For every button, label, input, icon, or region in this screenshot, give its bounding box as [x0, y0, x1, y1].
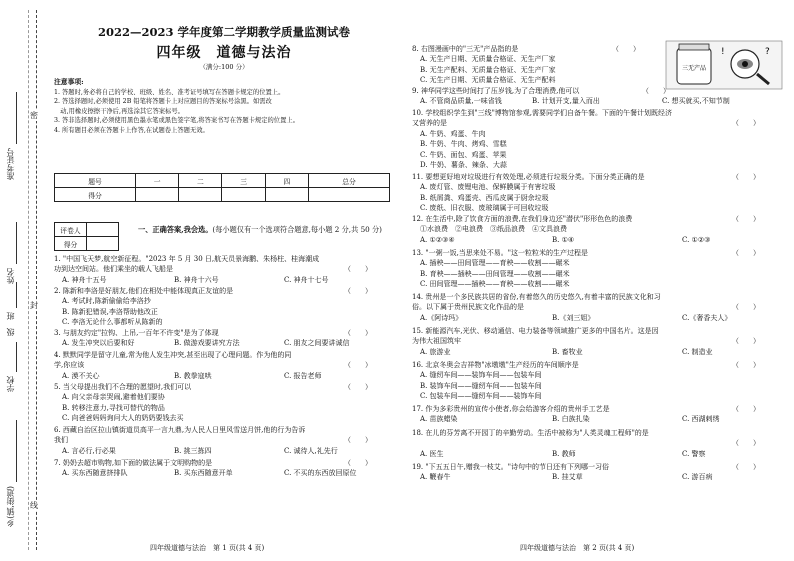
option-a: A. 鞭春牛	[420, 473, 451, 482]
question-9	[412, 86, 782, 107]
notice-line: 4. 所有题目必须在答题卡上作答,在试题卷上答题无效。	[54, 126, 209, 134]
answer-paren[interactable]: （ ）	[732, 303, 760, 312]
answer-paren[interactable]: （ ）	[344, 329, 372, 337]
option-a: A. 向父亲母亲哭闹,避着他们要协	[62, 393, 165, 402]
question-12	[412, 214, 782, 245]
option-a: A. 插秧——田间管理——育秧——收割——碾米	[420, 259, 570, 268]
seal-line-inner	[28, 10, 29, 550]
answer-paren[interactable]: （ ）	[732, 119, 760, 128]
answer-paren[interactable]: （ ）	[344, 459, 372, 467]
option-a: A. 言必行,行必果	[62, 446, 116, 455]
score-table-header-row	[55, 174, 390, 188]
option-b: B. 纸屑粪、鸡蛋壳、西瓜皮属于厨余垃圾	[420, 193, 549, 202]
score-cell[interactable]	[308, 188, 389, 202]
answer-paren[interactable]: （ ）	[612, 45, 640, 53]
answer-paren[interactable]: （ ）	[344, 383, 372, 391]
product-label: 三无产品	[681, 65, 707, 72]
option-a: A. 旅游业	[420, 347, 451, 356]
option-b: B. 陈新犯错误,李洛帮助他改正	[62, 307, 158, 316]
binding-label-name: 姓名	[6, 268, 15, 284]
question-3	[54, 328, 394, 349]
question-1	[54, 254, 394, 285]
option-a: A. 漠不关心	[62, 371, 100, 380]
option-c: C. 想买就买,不知节制	[662, 97, 730, 106]
option-a: A. 买东西随意挤排队	[62, 469, 128, 478]
question-text: 15. 新能源汽车,光伏、移动通信、电力装备等领域推广更多的中国名片。这是因	[412, 327, 659, 335]
section-1-title: 一、正确答案,我会选。	[138, 225, 213, 234]
page-2	[410, 0, 788, 561]
name-field[interactable]	[16, 222, 17, 264]
option-c: C. 牛奶、面包、鸡蛋、苹果	[420, 150, 507, 159]
option-a: A. 无生产日期、无质量合格证、无生产厂家	[420, 55, 556, 64]
notice-block	[54, 78, 394, 136]
option-c: C. 诚待人,礼先行	[284, 446, 338, 455]
score-header: 四	[265, 174, 308, 188]
binding-strip	[0, 0, 48, 561]
exclaim-mark: !	[721, 47, 725, 57]
option-c: C. 朋友之间要讲诚信	[284, 339, 350, 348]
question-text: 19. "下五五日午,赠我一枝艾。"诗句中的节日还有下列哪一习俗	[412, 463, 610, 471]
option-b: B. 挂艾草	[552, 473, 583, 482]
option-c: C. 不买的东西放回原位	[284, 469, 357, 478]
option-b: B. 白族扎染	[552, 415, 590, 424]
answer-paren[interactable]: （ ）	[344, 436, 372, 445]
score-cell[interactable]	[222, 188, 265, 202]
option-c: C. 制造业	[682, 347, 713, 356]
answer-paren[interactable]: （ ）	[732, 405, 760, 413]
option-a: A. ①②③④	[420, 235, 455, 244]
grader-box	[54, 222, 119, 251]
question-6	[54, 425, 394, 456]
question-text: 12. 在生活中,除了饮食方面的浪费,在我们身边还"潜伏"形形色色的浪费	[412, 215, 633, 223]
question-18	[412, 428, 782, 459]
option-a: A. 废灯管、废锂电池、保鲜膜属于有害垃圾	[420, 183, 556, 192]
option-a: A. 不管商品质量,一味省钱	[420, 97, 502, 106]
option-c: C. 无生产日期、无质量合格证、无生产配料	[420, 76, 556, 85]
question-text: 4. 默默同学是留守儿童,常为他人发生冲突,甚至出现了心理问题。作为他的同	[54, 351, 292, 359]
exam-title: 2022—2023 学年度第二学期教学质量监测试卷	[97, 25, 350, 39]
answer-paren[interactable]: （ ）	[642, 87, 670, 95]
option-b: B. 挑三拣四	[174, 446, 212, 455]
score-cell[interactable]	[179, 188, 222, 202]
grader-label: 评卷人	[55, 223, 87, 237]
answer-paren[interactable]: （ ）	[732, 463, 760, 471]
notice-line: 3. 答非选择题时,必须使用黑色墨水笔或黑色签字笔,将答案书写在答题卡规定的位置上。	[54, 117, 299, 125]
binding-label-grade: 级	[6, 328, 15, 336]
answer-paren[interactable]: （ ）	[344, 287, 372, 295]
option-b: B. 教拳寇哄	[174, 371, 212, 380]
answer-paren[interactable]: （ ）	[732, 215, 760, 223]
answer-paren[interactable]: （ ）	[732, 249, 760, 257]
score-header: 总分	[308, 174, 389, 188]
binding-label-class: 班	[6, 312, 15, 320]
answer-paren[interactable]: （ ）	[732, 361, 760, 369]
option-b: B. 转移注意力,寻找可替代的物品	[62, 403, 165, 412]
question-text: 1. "中国飞天梦,航空新征程。"2023 年 5 月 30 日,航天员景海鹏、朱杨柱、桂海潮成	[54, 255, 320, 263]
answer-paren[interactable]: （ ）	[732, 173, 760, 181]
question-4	[54, 350, 394, 381]
option-a: A. 医生	[420, 449, 444, 458]
question-text: 3. 与朋友约定"拉钩、上吊,一百年不许变"是为了体现	[54, 329, 219, 337]
question-text: ①水浪费 ②电浪费 ③纸品浪费 ④文具浪费	[420, 225, 567, 234]
option-c: C. 李洛无论什么事都听从陈新的	[62, 318, 163, 327]
question-19	[412, 462, 782, 483]
notice-heading: 注意事项:	[54, 78, 84, 86]
binding-label-school: 学校	[6, 376, 15, 392]
option-c: C. 游百病	[682, 473, 713, 482]
answer-paren[interactable]: （ ）	[344, 361, 372, 370]
score-header: 一	[135, 174, 178, 188]
question-text: 我们	[54, 436, 68, 445]
option-a: A. 牛奶、鸡蛋、牛肉	[420, 129, 486, 138]
question-5	[54, 382, 394, 424]
binding-label-exam-no: 准考证号	[6, 148, 15, 180]
seal-mark-mi: 密	[30, 111, 38, 120]
question-text: 5. 当父母提出我们不合理的愿望时,我们可以	[54, 383, 192, 391]
option-c: C. 西湖刺绣	[682, 415, 720, 424]
question-text: 10. 学校组织学生到"三线"博物馆参观,需要同学们自备午餐。下面的午餐计划既经济	[412, 109, 673, 117]
question-text: 学,你应该	[54, 361, 85, 370]
question-text: 18. 在儿的芬芳离不开园丁的辛勤劳动。生活中被称为"人类灵魂工程师"的是	[412, 429, 649, 437]
question-text: 6. 西藏自治区拉山镇街道员高平一言九鼎,为人民人日里风雪送月饼,他的行为告诉	[54, 426, 306, 434]
score-table-row	[55, 188, 390, 202]
section-1-heading	[138, 224, 394, 236]
question-2	[54, 286, 394, 328]
option-a: A. 缝纫车间——装饰车间——包装车间	[420, 371, 542, 380]
three-no-product-cartoon	[665, 40, 783, 90]
option-b: B. 畜牧业	[552, 347, 583, 356]
score-header: 二	[179, 174, 222, 188]
option-c: C. 警察	[682, 449, 706, 458]
page-1	[50, 0, 398, 561]
exam-no-field[interactable]	[16, 92, 17, 144]
option-c: C. 田间管理——插秧——育秧——收割——碾米	[420, 280, 570, 289]
option-b: B. 装饰车间——缝纫车间——包装车间	[420, 381, 542, 390]
answer-paren[interactable]: （ ）	[732, 439, 760, 448]
option-b: B. 买东西随意开单	[174, 469, 233, 478]
page-2-footer: 四年级道德与法治 第 2 页(共 4 页)	[520, 544, 635, 552]
question-text: 17. 作为多彩贵州的宣传小使者,你会给游客介绍的贵州手工艺是	[412, 405, 610, 413]
score-row-label: 得分	[55, 188, 136, 202]
grader-cell[interactable]	[87, 237, 119, 251]
score-table	[54, 173, 390, 202]
binding-label-town: 乡(镇,街道)	[6, 486, 15, 527]
question-16	[412, 360, 782, 402]
option-b: B. 无生产配料、无质量合格证、无生产厂家	[420, 65, 556, 74]
score-header: 三	[222, 174, 265, 188]
question-text: 7. 奶奶去超市购物,如下面的做法属于文明购物的是	[54, 459, 213, 467]
question-text: 16. 北京冬奥会吉祥物"冰墩墩"生产经历的车间顺序是	[412, 361, 579, 369]
option-c: C. 报告老师	[284, 371, 322, 380]
option-c: C. 神舟十七号	[284, 275, 329, 284]
option-b: B. 计划开支,量入而出	[532, 97, 600, 106]
school-field[interactable]	[16, 342, 17, 372]
option-d: D. 牛奶、薯条、辣条、大蒜	[420, 161, 507, 170]
option-b: B. 神舟十六号	[174, 275, 219, 284]
question-text: 9. 神华同学这些时间打了压岁钱,为了合理消费,他可以	[412, 87, 580, 95]
score-cell[interactable]	[135, 188, 178, 202]
question-text: 11. 要想更好地对垃圾进行有效处理,必须进行垃圾分类。下面分类正确的是	[412, 173, 645, 181]
town-field[interactable]	[16, 420, 17, 482]
notice-line: 2. 答选择题时,必须使用 2B 铅笔将答题卡上对应题目的答案标号涂黑。如需改	[54, 98, 272, 106]
full-score-note: （满分:100 分）	[199, 63, 249, 71]
option-a: A. 苗族蜡染	[420, 415, 458, 424]
question-text: 13. "一粥一饭,当思来处不易。"这一粒粒米的生产过程是	[412, 249, 589, 257]
option-c: C. 废纸、旧衣服、废玻璃属于可回收垃圾	[420, 204, 549, 213]
option-a: A.《阿诗玛》	[420, 313, 463, 322]
question-13	[412, 248, 782, 290]
section-1-desc: (每小题仅有一个选项符合题意,每小题 2 分,共 50 分)	[212, 225, 382, 234]
question-mark: ?	[765, 47, 770, 57]
score-header: 题号	[55, 174, 136, 188]
option-b: B. 育秧——插秧——田间管理——收割——碾米	[420, 269, 570, 278]
option-c: C.《奢香夫人》	[682, 313, 732, 322]
exam-subtitle: 四年级 道德与法治	[156, 45, 292, 61]
option-b: B. 牛奶、牛肉、烤鸡、雪糕	[420, 140, 507, 149]
question-17	[412, 404, 782, 425]
question-text: 功到达空间站。他们乘坐的载人飞船是	[54, 265, 173, 274]
option-b: B. 教师	[552, 449, 576, 458]
question-text: 14. 贵州是一个多民族共居的省份,有着悠久的历史悠久,有着丰富的民族文化和习	[412, 293, 661, 301]
option-c: C. 包装车间——缝纫车间——装饰车间	[420, 392, 542, 401]
grader-cell[interactable]	[87, 223, 119, 237]
option-b: B. 做游戏要讲究方法	[174, 339, 240, 348]
question-11	[412, 172, 782, 214]
question-text: 2. 陈新和李洛是好朋友,他们在相处中能体现真正友谊的是	[54, 287, 234, 295]
page-1-footer: 四年级道德与法治 第 1 页(共 4 页)	[150, 544, 265, 552]
notice-line: 1. 答题时,务必将自己的学校、班级、姓名、准考证号填写在答题卡规定的位置上。	[54, 88, 285, 96]
answer-paren[interactable]: （ ）	[732, 337, 760, 346]
question-7	[54, 458, 394, 479]
seal-line	[36, 10, 37, 550]
seal-mark-xian: 线	[30, 501, 38, 510]
class-field[interactable]	[16, 282, 17, 308]
question-text: 俗。以下属于贵州民族文化作品的是	[412, 303, 524, 312]
notice-line: 动,用橡皮擦擦干净后,再选涂其它答案标号。	[54, 107, 184, 115]
answer-paren[interactable]: （ ）	[344, 265, 372, 274]
option-b: B. ①④	[552, 235, 575, 244]
option-b: B.《刘三姐》	[552, 313, 595, 322]
question-text: 又营养的是	[412, 119, 447, 128]
option-c: C. 向爸爸妈妈询问大人的奶奶要钱去买	[62, 414, 184, 423]
question-8	[412, 44, 662, 86]
option-a: A. 发生冲突以后要和好	[62, 339, 135, 348]
cartoon-illustration	[665, 40, 783, 90]
question-10	[412, 108, 782, 170]
option-c: C. ①②③	[682, 235, 711, 244]
question-15	[412, 326, 782, 357]
question-text: 为伟大祖国筑牢	[412, 337, 461, 346]
option-a: A. 考试时,陈新偷偷给李洛抄	[62, 297, 151, 306]
question-14	[412, 292, 782, 323]
score-cell[interactable]	[265, 188, 308, 202]
question-text: 8. 右图漫画中的"三无"产品指的是	[412, 45, 519, 53]
option-a: A. 神舟十五号	[62, 275, 107, 284]
seal-mark-feng: 封	[30, 301, 38, 310]
grader-score-label: 得分	[55, 237, 87, 251]
